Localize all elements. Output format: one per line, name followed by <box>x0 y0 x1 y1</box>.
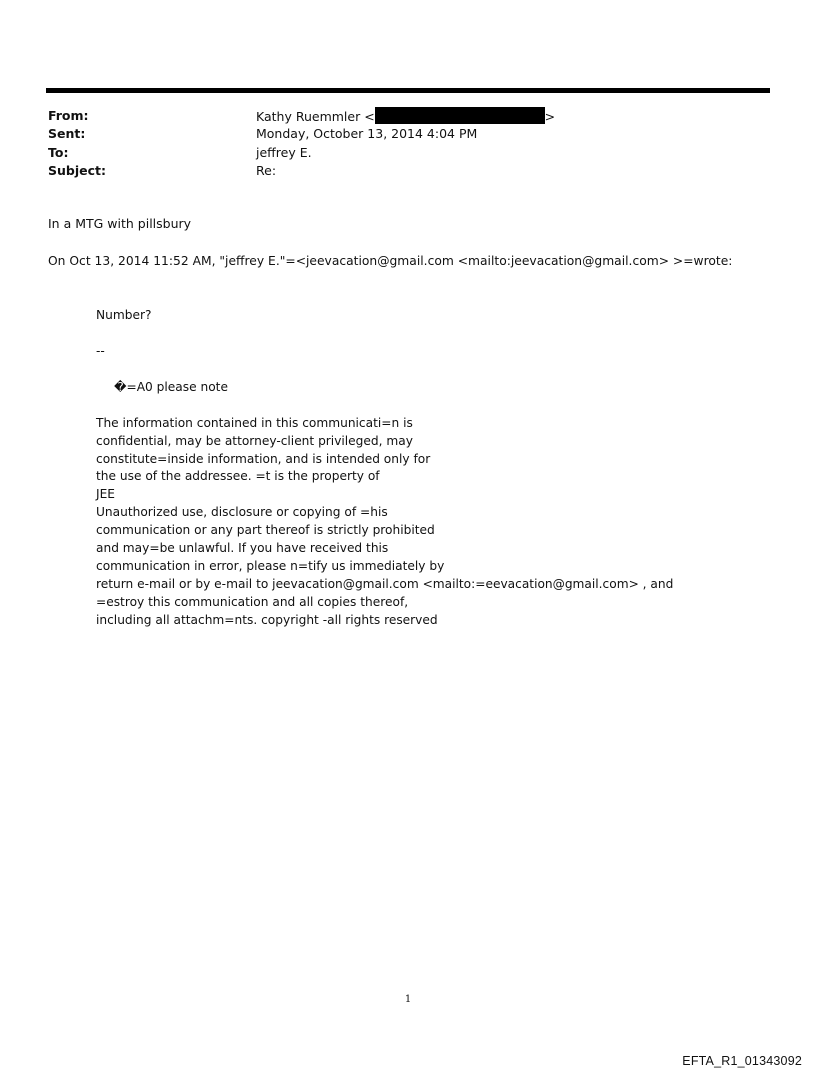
disclaimer-line: =estroy this communication and all copies thereof, <box>96 595 409 609</box>
disclaimer-line: the use of the addressee. =t is the property of <box>96 469 380 483</box>
reply-text: In a MTG with pillsbury <box>48 216 192 231</box>
note-heading: �=A0 please note <box>114 380 228 394</box>
disclaimer-line: constitute=inside information, and is intended only for <box>96 452 431 466</box>
disclaimer-line: communication or any part thereof is strictly prohibited <box>96 523 435 537</box>
document-id: EFTA_R1_01343092 <box>682 1054 802 1068</box>
sent-value: Monday, October 13, 2014 4:04 PM <box>256 126 478 141</box>
disclaimer-line: communication in error, please n=tify us immediately by <box>96 559 445 573</box>
disclaimer-line: confidential, may be attorney-client privileged, may <box>96 434 413 448</box>
disclaimer-line: Unauthorized use, disclosure or copying of =his <box>96 505 388 519</box>
subject-label: Subject: <box>48 163 106 178</box>
to-label: To: <box>48 145 69 160</box>
sent-label: Sent: <box>48 126 86 141</box>
header-divider <box>46 88 770 93</box>
from-name: Kathy Ruemmler < <box>256 109 375 124</box>
disclaimer-line: and may=be unlawful. If you have received this <box>96 541 389 555</box>
disclaimer-line: The information contained in this communicati=n is <box>96 416 413 430</box>
signature-separator: -- <box>96 344 105 358</box>
reply-attribution: On Oct 13, 2014 11:52 AM, "jeffrey E."=<jeevacation@gmail.com <mailto:jeevacation@gmail.com> >=wrote: <box>48 254 733 268</box>
from-suffix: > <box>544 109 556 124</box>
from-value <box>256 107 555 126</box>
disclaimer-line: return e-mail or by e-mail to jeevacation@gmail.com <mailto:=eevacation@gmail.com> , and <box>96 577 674 591</box>
quoted-message: Number? <box>96 308 152 322</box>
disclaimer-line: including all attachm=nts. copyright -all rights reserved <box>96 613 438 627</box>
from-label: From: <box>48 108 89 123</box>
page-number: 1 <box>404 994 412 1005</box>
disclaimer-line: JEE <box>96 487 115 501</box>
subject-value: Re: <box>256 163 277 178</box>
to-value: jeffrey E. <box>256 145 312 160</box>
redaction-box <box>375 107 545 124</box>
